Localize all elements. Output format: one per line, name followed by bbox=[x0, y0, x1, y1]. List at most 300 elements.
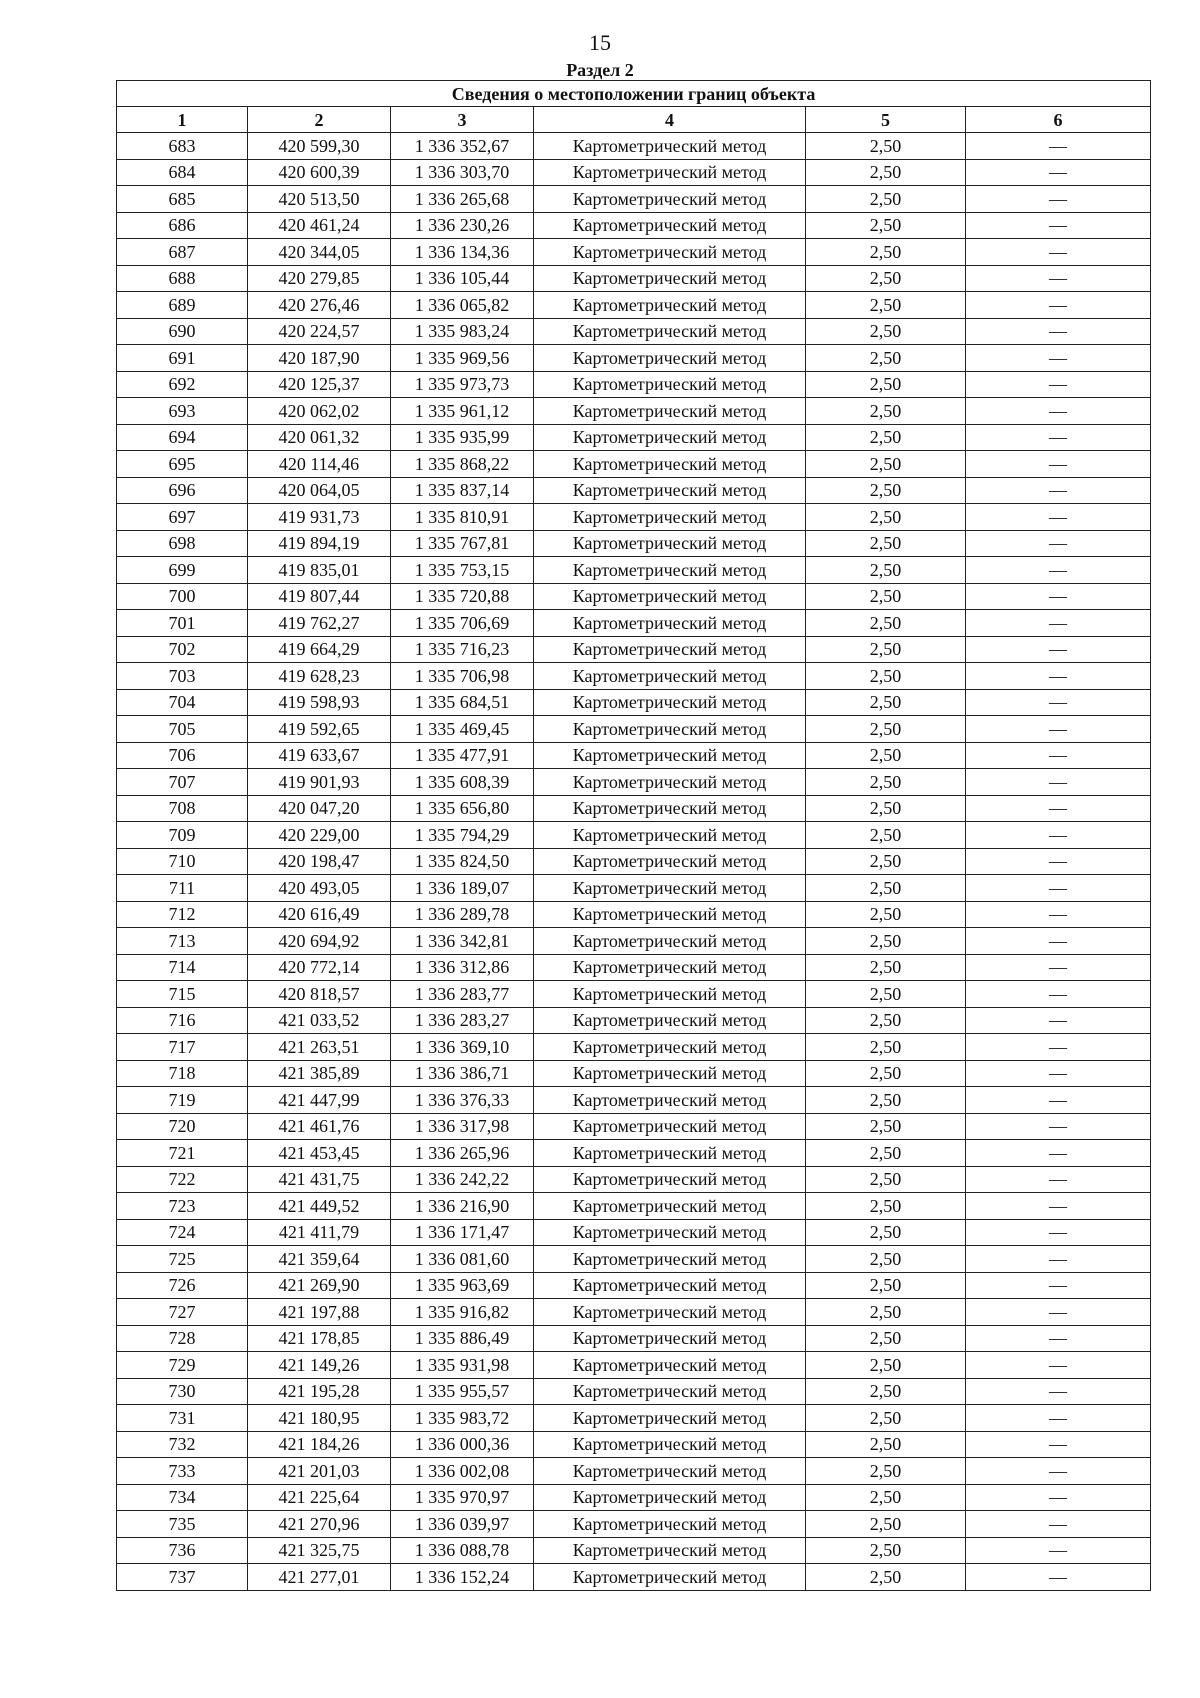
y-coordinate-cell: 1 336 303,70 bbox=[391, 159, 534, 186]
method-cell: Картометрический метод bbox=[534, 1299, 806, 1326]
accuracy-cell: 2,50 bbox=[806, 186, 966, 213]
note-cell: — bbox=[966, 1193, 1151, 1220]
x-coordinate-cell: 421 201,03 bbox=[248, 1458, 391, 1485]
method-cell: Картометрический метод bbox=[534, 928, 806, 955]
y-coordinate-cell: 1 335 916,82 bbox=[391, 1299, 534, 1326]
point-number-cell: 697 bbox=[117, 504, 248, 531]
table-row bbox=[117, 1484, 1151, 1511]
y-coordinate-cell: 1 336 081,60 bbox=[391, 1246, 534, 1273]
note-cell: — bbox=[966, 1034, 1151, 1061]
y-coordinate-cell: 1 335 824,50 bbox=[391, 848, 534, 875]
note-cell: — bbox=[966, 822, 1151, 849]
x-coordinate-cell: 421 385,89 bbox=[248, 1060, 391, 1087]
x-coordinate-cell: 419 598,93 bbox=[248, 689, 391, 716]
accuracy-cell: 2,50 bbox=[806, 822, 966, 849]
x-coordinate-cell: 420 513,50 bbox=[248, 186, 391, 213]
accuracy-cell: 2,50 bbox=[806, 1140, 966, 1167]
table-row bbox=[117, 1299, 1151, 1326]
point-number-cell: 706 bbox=[117, 742, 248, 769]
x-coordinate-cell: 420 279,85 bbox=[248, 265, 391, 292]
note-cell: — bbox=[966, 239, 1151, 266]
y-coordinate-cell: 1 336 312,86 bbox=[391, 954, 534, 981]
point-number-cell: 733 bbox=[117, 1458, 248, 1485]
accuracy-cell: 2,50 bbox=[806, 212, 966, 239]
note-cell: — bbox=[966, 1511, 1151, 1538]
x-coordinate-cell: 420 187,90 bbox=[248, 345, 391, 372]
method-cell: Картометрический метод bbox=[534, 954, 806, 981]
x-coordinate-cell: 421 195,28 bbox=[248, 1378, 391, 1405]
method-cell: Картометрический метод bbox=[534, 212, 806, 239]
note-cell: — bbox=[966, 1484, 1151, 1511]
method-cell: Картометрический метод bbox=[534, 848, 806, 875]
point-number-cell: 725 bbox=[117, 1246, 248, 1273]
accuracy-cell: 2,50 bbox=[806, 1246, 966, 1273]
table-row bbox=[117, 557, 1151, 584]
x-coordinate-cell: 421 178,85 bbox=[248, 1325, 391, 1352]
accuracy-cell: 2,50 bbox=[806, 1511, 966, 1538]
point-number-cell: 732 bbox=[117, 1431, 248, 1458]
note-cell: — bbox=[966, 186, 1151, 213]
note-cell: — bbox=[966, 1219, 1151, 1246]
method-cell: Картометрический метод bbox=[534, 583, 806, 610]
point-number-cell: 703 bbox=[117, 663, 248, 690]
note-cell: — bbox=[966, 292, 1151, 319]
y-coordinate-cell: 1 336 000,36 bbox=[391, 1431, 534, 1458]
x-coordinate-cell: 419 901,93 bbox=[248, 769, 391, 796]
x-coordinate-cell: 421 225,64 bbox=[248, 1484, 391, 1511]
y-coordinate-cell: 1 336 342,81 bbox=[391, 928, 534, 955]
y-coordinate-cell: 1 335 767,81 bbox=[391, 530, 534, 557]
point-number-cell: 695 bbox=[117, 451, 248, 478]
accuracy-cell: 2,50 bbox=[806, 583, 966, 610]
note-cell: — bbox=[966, 1537, 1151, 1564]
note-cell: — bbox=[966, 318, 1151, 345]
y-coordinate-cell: 1 336 376,33 bbox=[391, 1087, 534, 1114]
point-number-cell: 712 bbox=[117, 901, 248, 928]
method-cell: Картометрический метод bbox=[534, 557, 806, 584]
point-number-cell: 688 bbox=[117, 265, 248, 292]
y-coordinate-cell: 1 335 983,72 bbox=[391, 1405, 534, 1432]
point-number-cell: 737 bbox=[117, 1564, 248, 1591]
point-number-cell: 729 bbox=[117, 1352, 248, 1379]
method-cell: Картометрический метод bbox=[534, 1378, 806, 1405]
accuracy-cell: 2,50 bbox=[806, 795, 966, 822]
point-number-cell: 699 bbox=[117, 557, 248, 584]
method-cell: Картометрический метод bbox=[534, 1113, 806, 1140]
table-row bbox=[117, 928, 1151, 955]
point-number-cell: 708 bbox=[117, 795, 248, 822]
method-cell: Картометрический метод bbox=[534, 1034, 806, 1061]
y-coordinate-cell: 1 336 065,82 bbox=[391, 292, 534, 319]
note-cell: — bbox=[966, 1378, 1151, 1405]
table-body bbox=[117, 133, 1151, 1591]
accuracy-cell: 2,50 bbox=[806, 477, 966, 504]
accuracy-cell: 2,50 bbox=[806, 504, 966, 531]
column-header-1: 1 bbox=[117, 107, 248, 133]
method-cell: Картометрический метод bbox=[534, 875, 806, 902]
point-number-cell: 735 bbox=[117, 1511, 248, 1538]
accuracy-cell: 2,50 bbox=[806, 716, 966, 743]
x-coordinate-cell: 421 184,26 bbox=[248, 1431, 391, 1458]
accuracy-cell: 2,50 bbox=[806, 742, 966, 769]
x-coordinate-cell: 421 277,01 bbox=[248, 1564, 391, 1591]
table-row bbox=[117, 716, 1151, 743]
y-coordinate-cell: 1 336 265,68 bbox=[391, 186, 534, 213]
accuracy-cell: 2,50 bbox=[806, 318, 966, 345]
point-number-cell: 683 bbox=[117, 133, 248, 160]
y-coordinate-cell: 1 335 969,56 bbox=[391, 345, 534, 372]
point-number-cell: 704 bbox=[117, 689, 248, 716]
accuracy-cell: 2,50 bbox=[806, 424, 966, 451]
table-row bbox=[117, 610, 1151, 637]
y-coordinate-cell: 1 336 105,44 bbox=[391, 265, 534, 292]
note-cell: — bbox=[966, 265, 1151, 292]
y-coordinate-cell: 1 335 868,22 bbox=[391, 451, 534, 478]
table-row bbox=[117, 954, 1151, 981]
note-cell: — bbox=[966, 530, 1151, 557]
table-row bbox=[117, 689, 1151, 716]
y-coordinate-cell: 1 336 283,77 bbox=[391, 981, 534, 1008]
point-number-cell: 685 bbox=[117, 186, 248, 213]
point-number-cell: 694 bbox=[117, 424, 248, 451]
table-caption-row bbox=[117, 81, 1151, 107]
point-number-cell: 702 bbox=[117, 636, 248, 663]
table-row bbox=[117, 1405, 1151, 1432]
x-coordinate-cell: 421 325,75 bbox=[248, 1537, 391, 1564]
method-cell: Картометрический метод bbox=[534, 1007, 806, 1034]
accuracy-cell: 2,50 bbox=[806, 1007, 966, 1034]
table-row bbox=[117, 769, 1151, 796]
method-cell: Картометрический метод bbox=[534, 1246, 806, 1273]
note-cell: — bbox=[966, 663, 1151, 690]
note-cell: — bbox=[966, 133, 1151, 160]
y-coordinate-cell: 1 335 656,80 bbox=[391, 795, 534, 822]
method-cell: Картометрический метод bbox=[534, 186, 806, 213]
x-coordinate-cell: 419 628,23 bbox=[248, 663, 391, 690]
y-coordinate-cell: 1 336 230,26 bbox=[391, 212, 534, 239]
accuracy-cell: 2,50 bbox=[806, 1034, 966, 1061]
method-cell: Картометрический метод bbox=[534, 769, 806, 796]
accuracy-cell: 2,50 bbox=[806, 1484, 966, 1511]
point-number-cell: 686 bbox=[117, 212, 248, 239]
point-number-cell: 724 bbox=[117, 1219, 248, 1246]
x-coordinate-cell: 421 359,64 bbox=[248, 1246, 391, 1273]
point-number-cell: 721 bbox=[117, 1140, 248, 1167]
accuracy-cell: 2,50 bbox=[806, 1458, 966, 1485]
method-cell: Картометрический метод bbox=[534, 1564, 806, 1591]
note-cell: — bbox=[966, 928, 1151, 955]
x-coordinate-cell: 420 600,39 bbox=[248, 159, 391, 186]
accuracy-cell: 2,50 bbox=[806, 557, 966, 584]
y-coordinate-cell: 1 335 935,99 bbox=[391, 424, 534, 451]
y-coordinate-cell: 1 335 837,14 bbox=[391, 477, 534, 504]
note-cell: — bbox=[966, 1060, 1151, 1087]
table-row bbox=[117, 1246, 1151, 1273]
point-number-cell: 690 bbox=[117, 318, 248, 345]
table-row bbox=[117, 1537, 1151, 1564]
table-row bbox=[117, 186, 1151, 213]
method-cell: Картометрический метод bbox=[534, 1060, 806, 1087]
method-cell: Картометрический метод bbox=[534, 159, 806, 186]
x-coordinate-cell: 420 616,49 bbox=[248, 901, 391, 928]
note-cell: — bbox=[966, 716, 1151, 743]
table-row bbox=[117, 1113, 1151, 1140]
note-cell: — bbox=[966, 159, 1151, 186]
accuracy-cell: 2,50 bbox=[806, 1219, 966, 1246]
table-row bbox=[117, 504, 1151, 531]
y-coordinate-cell: 1 336 352,67 bbox=[391, 133, 534, 160]
point-number-cell: 718 bbox=[117, 1060, 248, 1087]
point-number-cell: 698 bbox=[117, 530, 248, 557]
y-coordinate-cell: 1 335 955,57 bbox=[391, 1378, 534, 1405]
y-coordinate-cell: 1 335 706,69 bbox=[391, 610, 534, 637]
accuracy-cell: 2,50 bbox=[806, 133, 966, 160]
accuracy-cell: 2,50 bbox=[806, 875, 966, 902]
note-cell: — bbox=[966, 769, 1151, 796]
y-coordinate-cell: 1 336 289,78 bbox=[391, 901, 534, 928]
table-row bbox=[117, 901, 1151, 928]
method-cell: Картометрический метод bbox=[534, 1405, 806, 1432]
note-cell: — bbox=[966, 1007, 1151, 1034]
table-row bbox=[117, 1219, 1151, 1246]
y-coordinate-cell: 1 336 265,96 bbox=[391, 1140, 534, 1167]
method-cell: Картометрический метод bbox=[534, 636, 806, 663]
table-row bbox=[117, 583, 1151, 610]
point-number-cell: 687 bbox=[117, 239, 248, 266]
accuracy-cell: 2,50 bbox=[806, 1325, 966, 1352]
method-cell: Картометрический метод bbox=[534, 663, 806, 690]
table-row bbox=[117, 1007, 1151, 1034]
x-coordinate-cell: 419 762,27 bbox=[248, 610, 391, 637]
y-coordinate-cell: 1 335 963,69 bbox=[391, 1272, 534, 1299]
accuracy-cell: 2,50 bbox=[806, 1405, 966, 1432]
method-cell: Картометрический метод bbox=[534, 1140, 806, 1167]
note-cell: — bbox=[966, 345, 1151, 372]
x-coordinate-cell: 421 461,76 bbox=[248, 1113, 391, 1140]
table-row bbox=[117, 1378, 1151, 1405]
y-coordinate-cell: 1 335 970,97 bbox=[391, 1484, 534, 1511]
y-coordinate-cell: 1 335 983,24 bbox=[391, 318, 534, 345]
x-coordinate-cell: 420 276,46 bbox=[248, 292, 391, 319]
method-cell: Картометрический метод bbox=[534, 345, 806, 372]
y-coordinate-cell: 1 336 242,22 bbox=[391, 1166, 534, 1193]
x-coordinate-cell: 420 064,05 bbox=[248, 477, 391, 504]
method-cell: Картометрический метод bbox=[534, 1272, 806, 1299]
y-coordinate-cell: 1 336 216,90 bbox=[391, 1193, 534, 1220]
column-header-2: 2 bbox=[248, 107, 391, 133]
table-row bbox=[117, 1166, 1151, 1193]
y-coordinate-cell: 1 335 469,45 bbox=[391, 716, 534, 743]
accuracy-cell: 2,50 bbox=[806, 1060, 966, 1087]
point-number-cell: 736 bbox=[117, 1537, 248, 1564]
accuracy-cell: 2,50 bbox=[806, 610, 966, 637]
note-cell: — bbox=[966, 477, 1151, 504]
method-cell: Картометрический метод bbox=[534, 1484, 806, 1511]
note-cell: — bbox=[966, 1272, 1151, 1299]
note-cell: — bbox=[966, 610, 1151, 637]
point-number-cell: 700 bbox=[117, 583, 248, 610]
method-cell: Картометрический метод bbox=[534, 292, 806, 319]
note-cell: — bbox=[966, 583, 1151, 610]
x-coordinate-cell: 421 149,26 bbox=[248, 1352, 391, 1379]
table-row bbox=[117, 239, 1151, 266]
x-coordinate-cell: 419 835,01 bbox=[248, 557, 391, 584]
note-cell: — bbox=[966, 795, 1151, 822]
y-coordinate-cell: 1 336 039,97 bbox=[391, 1511, 534, 1538]
method-cell: Картометрический метод bbox=[534, 742, 806, 769]
point-number-cell: 722 bbox=[117, 1166, 248, 1193]
point-number-cell: 728 bbox=[117, 1325, 248, 1352]
x-coordinate-cell: 421 411,79 bbox=[248, 1219, 391, 1246]
x-coordinate-cell: 419 664,29 bbox=[248, 636, 391, 663]
table-row bbox=[117, 212, 1151, 239]
note-cell: — bbox=[966, 1299, 1151, 1326]
y-coordinate-cell: 1 335 973,73 bbox=[391, 371, 534, 398]
x-coordinate-cell: 420 047,20 bbox=[248, 795, 391, 822]
y-coordinate-cell: 1 335 720,88 bbox=[391, 583, 534, 610]
method-cell: Картометрический метод bbox=[534, 901, 806, 928]
accuracy-cell: 2,50 bbox=[806, 1378, 966, 1405]
x-coordinate-cell: 421 447,99 bbox=[248, 1087, 391, 1114]
x-coordinate-cell: 420 344,05 bbox=[248, 239, 391, 266]
boundary-coordinates-table bbox=[116, 80, 1151, 1591]
point-number-cell: 716 bbox=[117, 1007, 248, 1034]
x-coordinate-cell: 419 633,67 bbox=[248, 742, 391, 769]
table-row bbox=[117, 371, 1151, 398]
y-coordinate-cell: 1 335 886,49 bbox=[391, 1325, 534, 1352]
table-row bbox=[117, 1034, 1151, 1061]
point-number-cell: 696 bbox=[117, 477, 248, 504]
accuracy-cell: 2,50 bbox=[806, 663, 966, 690]
note-cell: — bbox=[966, 557, 1151, 584]
note-cell: — bbox=[966, 954, 1151, 981]
note-cell: — bbox=[966, 1405, 1151, 1432]
table-row bbox=[117, 742, 1151, 769]
x-coordinate-cell: 421 180,95 bbox=[248, 1405, 391, 1432]
accuracy-cell: 2,50 bbox=[806, 371, 966, 398]
method-cell: Картометрический метод bbox=[534, 451, 806, 478]
x-coordinate-cell: 421 453,45 bbox=[248, 1140, 391, 1167]
accuracy-cell: 2,50 bbox=[806, 636, 966, 663]
note-cell: — bbox=[966, 689, 1151, 716]
table-row bbox=[117, 477, 1151, 504]
point-number-cell: 693 bbox=[117, 398, 248, 425]
table-row bbox=[117, 1087, 1151, 1114]
table-row bbox=[117, 663, 1151, 690]
method-cell: Картометрический метод bbox=[534, 1431, 806, 1458]
x-coordinate-cell: 420 224,57 bbox=[248, 318, 391, 345]
x-coordinate-cell: 420 493,05 bbox=[248, 875, 391, 902]
point-number-cell: 719 bbox=[117, 1087, 248, 1114]
y-coordinate-cell: 1 336 002,08 bbox=[391, 1458, 534, 1485]
x-coordinate-cell: 420 198,47 bbox=[248, 848, 391, 875]
point-number-cell: 692 bbox=[117, 371, 248, 398]
column-header-6: 6 bbox=[966, 107, 1151, 133]
method-cell: Картометрический метод bbox=[534, 822, 806, 849]
table-row bbox=[117, 875, 1151, 902]
column-header-row bbox=[117, 107, 1151, 133]
section-title: Раздел 2 bbox=[566, 60, 634, 80]
accuracy-cell: 2,50 bbox=[806, 1166, 966, 1193]
point-number-cell: 734 bbox=[117, 1484, 248, 1511]
point-number-cell: 717 bbox=[117, 1034, 248, 1061]
table-row bbox=[117, 159, 1151, 186]
table-row bbox=[117, 265, 1151, 292]
method-cell: Картометрический метод bbox=[534, 424, 806, 451]
column-header-3: 3 bbox=[391, 107, 534, 133]
table-row bbox=[117, 636, 1151, 663]
y-coordinate-cell: 1 335 477,91 bbox=[391, 742, 534, 769]
y-coordinate-cell: 1 336 386,71 bbox=[391, 1060, 534, 1087]
accuracy-cell: 2,50 bbox=[806, 848, 966, 875]
method-cell: Картометрический метод bbox=[534, 610, 806, 637]
accuracy-cell: 2,50 bbox=[806, 769, 966, 796]
x-coordinate-cell: 420 229,00 bbox=[248, 822, 391, 849]
method-cell: Картометрический метод bbox=[534, 716, 806, 743]
y-coordinate-cell: 1 335 794,29 bbox=[391, 822, 534, 849]
accuracy-cell: 2,50 bbox=[806, 159, 966, 186]
table-row bbox=[117, 1325, 1151, 1352]
table-row bbox=[117, 424, 1151, 451]
note-cell: — bbox=[966, 742, 1151, 769]
method-cell: Картометрический метод bbox=[534, 477, 806, 504]
table-row bbox=[117, 1060, 1151, 1087]
y-coordinate-cell: 1 335 753,15 bbox=[391, 557, 534, 584]
x-coordinate-cell: 421 033,52 bbox=[248, 1007, 391, 1034]
y-coordinate-cell: 1 336 369,10 bbox=[391, 1034, 534, 1061]
table-row bbox=[117, 292, 1151, 319]
note-cell: — bbox=[966, 981, 1151, 1008]
table-row bbox=[117, 530, 1151, 557]
accuracy-cell: 2,50 bbox=[806, 689, 966, 716]
table-row bbox=[117, 1140, 1151, 1167]
point-number-cell: 705 bbox=[117, 716, 248, 743]
point-number-cell: 711 bbox=[117, 875, 248, 902]
column-header-5: 5 bbox=[806, 107, 966, 133]
y-coordinate-cell: 1 336 283,27 bbox=[391, 1007, 534, 1034]
x-coordinate-cell: 421 431,75 bbox=[248, 1166, 391, 1193]
accuracy-cell: 2,50 bbox=[806, 954, 966, 981]
y-coordinate-cell: 1 336 088,78 bbox=[391, 1537, 534, 1564]
accuracy-cell: 2,50 bbox=[806, 1537, 966, 1564]
accuracy-cell: 2,50 bbox=[806, 1299, 966, 1326]
note-cell: — bbox=[966, 1458, 1151, 1485]
note-cell: — bbox=[966, 212, 1151, 239]
y-coordinate-cell: 1 336 134,36 bbox=[391, 239, 534, 266]
point-number-cell: 726 bbox=[117, 1272, 248, 1299]
accuracy-cell: 2,50 bbox=[806, 981, 966, 1008]
x-coordinate-cell: 421 449,52 bbox=[248, 1193, 391, 1220]
table-row bbox=[117, 1511, 1151, 1538]
accuracy-cell: 2,50 bbox=[806, 451, 966, 478]
table-row bbox=[117, 451, 1151, 478]
x-coordinate-cell: 420 461,24 bbox=[248, 212, 391, 239]
x-coordinate-cell: 421 197,88 bbox=[248, 1299, 391, 1326]
accuracy-cell: 2,50 bbox=[806, 1272, 966, 1299]
accuracy-cell: 2,50 bbox=[806, 345, 966, 372]
x-coordinate-cell: 420 061,32 bbox=[248, 424, 391, 451]
y-coordinate-cell: 1 335 706,98 bbox=[391, 663, 534, 690]
method-cell: Картометрический метод bbox=[534, 1511, 806, 1538]
table-row bbox=[117, 795, 1151, 822]
x-coordinate-cell: 420 694,92 bbox=[248, 928, 391, 955]
note-cell: — bbox=[966, 1564, 1151, 1591]
x-coordinate-cell: 419 931,73 bbox=[248, 504, 391, 531]
accuracy-cell: 2,50 bbox=[806, 292, 966, 319]
point-number-cell: 713 bbox=[117, 928, 248, 955]
note-cell: — bbox=[966, 1352, 1151, 1379]
x-coordinate-cell: 419 894,19 bbox=[248, 530, 391, 557]
